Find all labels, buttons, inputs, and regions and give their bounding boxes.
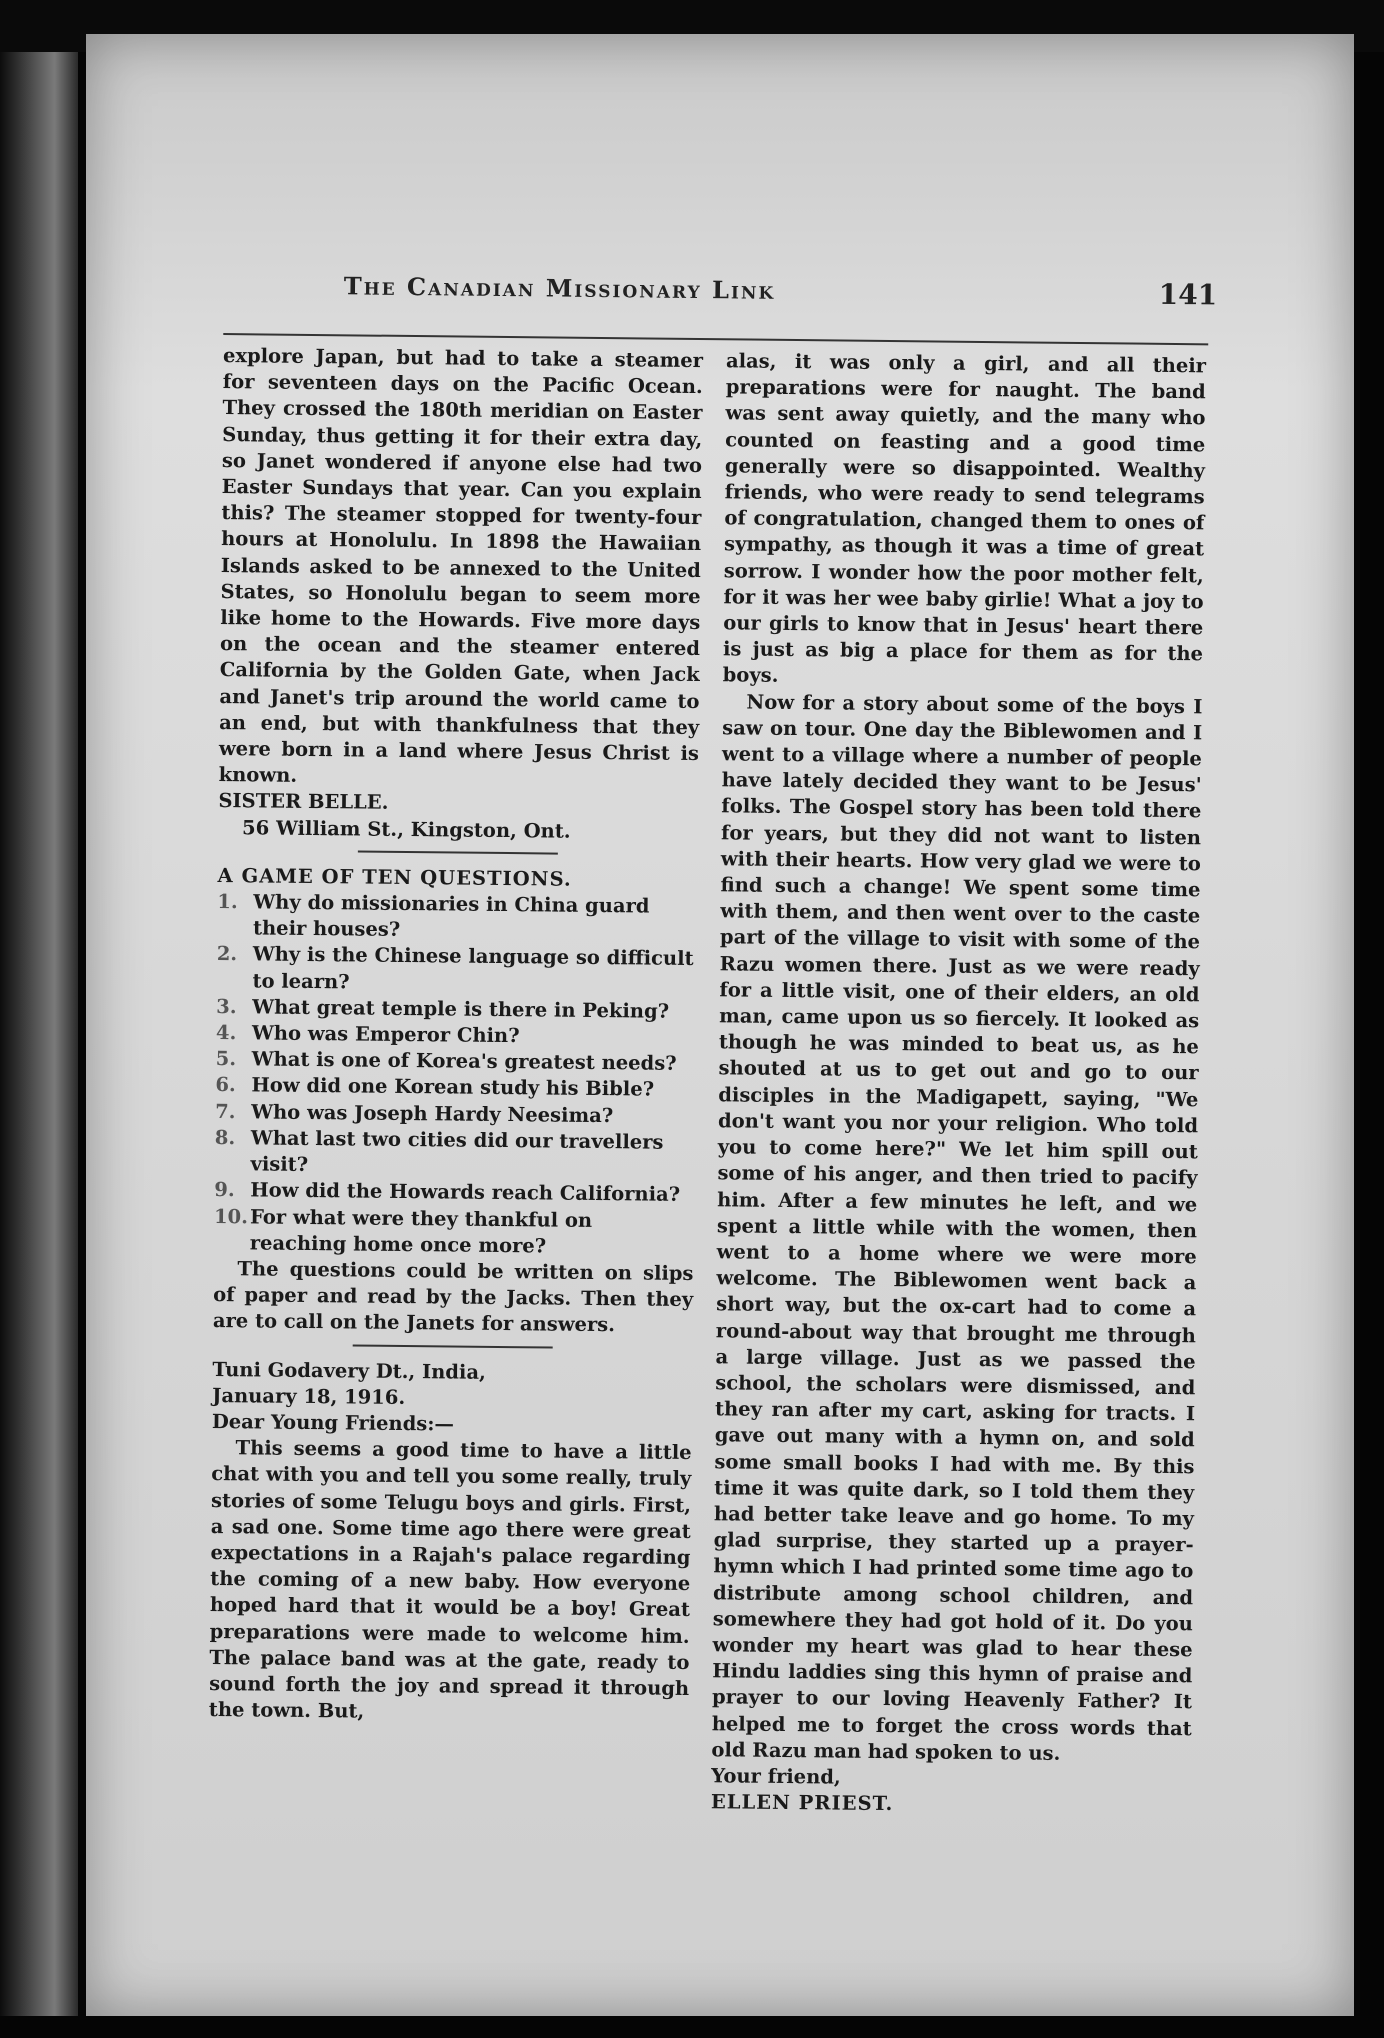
letter-place: Tuni Godavery Dt., India, xyxy=(212,1357,486,1384)
address: 56 William St., Kingston, Ont. xyxy=(241,815,571,843)
left-column xyxy=(209,343,703,1728)
book-gutter-edge xyxy=(0,0,78,2016)
story-paragraph: Now for a story about some of the boys I saw on tour. One day the Biblewomen and I went to a village where a number of people have lately decided they want to be Jesus' folks. The Gospel story has been told there for years, but they did not want to listen with their hearts. How very glad we were to find such a change! We spent some time with them, and then went over to the caste part of the village to visit with some of the Razu women there. Just as we were ready for a little visit, one of their elders, an old man, came upon us so fiercely. It looked as though he was minded to beat us, as he shouted at us to get out and go to our disciples in the Madigapett, saying, "We don't want you nor your religion. Who told you to come here?" We let him spill out some of his anger, and then tried to pacify him. After a few minutes he left, and we spent a little while with the women, then went to a home where we were more welcome. The Biblewomen went back a short way, but the ox-cart had to come a round-about way that brought me through a large village. Just as we passed the school, the scholars were dismissed, and they ran after my cart, asking for tracts. I gave out many with a hymn on, and sold some small books I had with me. By this time it was quite dark, so I told them they had better take leave and go home. To my glad surprise, they started up a prayer-hymn which I had printed some time ago to distribute among school children, and somewhere they had got hold of it. Do you wonder my heart was glad to hear these Hindu laddies sing this hymn of praise and prayer to our loving Heavenly Father? It helped me to forget the cross words that old Razu man had spoken to us. xyxy=(711,690,1203,1765)
question-item xyxy=(214,1203,695,1260)
question-number: 6. xyxy=(215,1073,236,1097)
question-number: 1. xyxy=(217,890,238,914)
signature: SISTER BELLE. xyxy=(218,789,389,815)
question-item xyxy=(216,941,697,998)
letter-salutation: Dear Young Friends:— xyxy=(211,1409,455,1436)
letter-signoff: ELLEN PRIEST. xyxy=(710,1790,894,1816)
questions-note: The questions could be written on slips of paper and read by the Jacks. Then they are to call on the Janets for answers. xyxy=(212,1257,694,1337)
question-list xyxy=(214,889,698,1261)
question-number: 2. xyxy=(216,942,238,966)
question-text: What last two cities did our travellers visit? xyxy=(250,1126,664,1177)
question-text: What great temple is there in Peking? xyxy=(252,995,670,1023)
question-text: For what were they thankful on reaching home once more? xyxy=(249,1204,593,1258)
question-number: 9. xyxy=(214,1178,235,1202)
question-text: Why do missionaries in China guard their houses? xyxy=(252,890,650,942)
right-column xyxy=(711,348,1206,1820)
question-item xyxy=(217,889,698,946)
section-divider xyxy=(353,1344,553,1348)
question-number: 4. xyxy=(215,1021,237,1045)
question-text: Who was Emperor Chin? xyxy=(251,1021,520,1048)
opening-paragraph: explore Japan, but had to take a steamer for seventeen days on the Pacific Ocean. They crossed the 180th meridian on Easter Sunday, thus getting it for their extra day, so Janet wondered if anyone else had two Easter Sundays that year. Can you explain this? The steamer stopped for twenty-four hours at Honolulu. In 1898 the Hawaiian Islands asked to be annexed to the United States, so Honolulu began to seem more like home to the Howards. Five more days on the ocean and the steamer entered California by the Golden Gate, when Jack and Janet's trip around the world came to an end, but with thankfulness that they were born in a land where Jesus Christ is known. xyxy=(218,344,704,788)
running-head: The Canadian Missionary Link xyxy=(343,271,776,305)
scanned-page xyxy=(86,34,1354,2016)
question-number: 10. xyxy=(213,1204,249,1228)
question-text: Who was Joseph Hardy Neesima? xyxy=(251,1100,614,1127)
question-number: 7. xyxy=(215,1099,236,1123)
question-text: How did the Howards reach California? xyxy=(250,1178,681,1207)
letter-date: January 18, 1916. xyxy=(212,1383,406,1409)
question-number: 3. xyxy=(216,994,237,1019)
game-title: A GAME OF TEN QUESTIONS. xyxy=(217,863,572,891)
question-item xyxy=(214,1125,695,1182)
header-rule xyxy=(223,333,1208,345)
question-text: What is one of Korea's greatest needs? xyxy=(251,1047,677,1076)
letter-closing: Your friend, xyxy=(711,1764,841,1789)
letter-paragraph: This seems a good time to have a little chat with you and tell you some really, truly stories of some Telugu boys and girls. First, a sad one. Some time ago there were great expectations in a Rajah's palace regarding the coming of a new baby. How everyone hoped hard that it would be a boy! Great preparations were made to welcome him. The palace band was at the gate, ready to sound forth the joy and spread it through the town. But, xyxy=(208,1436,692,1723)
question-number: 5. xyxy=(215,1047,237,1071)
section-divider xyxy=(358,850,558,854)
continued-paragraph: alas, it was only a girl, and all their preparations were for naught. The band was sent away quietly, and the many who counted on feasting and a good time generally were so disappointed. Wealthy friends, who were ready to send telegrams of congratulation, changed them to ones of sympathy, as though it was a time of great sorrow. I wonder how the poor mother felt, for it was her wee baby girlie! What a joy to our girls to know that in Jesus' heart there is just as big a place for them as for the boys. xyxy=(722,349,1207,688)
question-number: 8. xyxy=(214,1125,236,1150)
page-content xyxy=(106,74,1384,2038)
page-number: 141 xyxy=(1158,277,1218,312)
question-text: Why is the Chinese language so difficult to learn? xyxy=(252,942,694,994)
question-text: How did one Korean study his Bible? xyxy=(251,1073,655,1102)
